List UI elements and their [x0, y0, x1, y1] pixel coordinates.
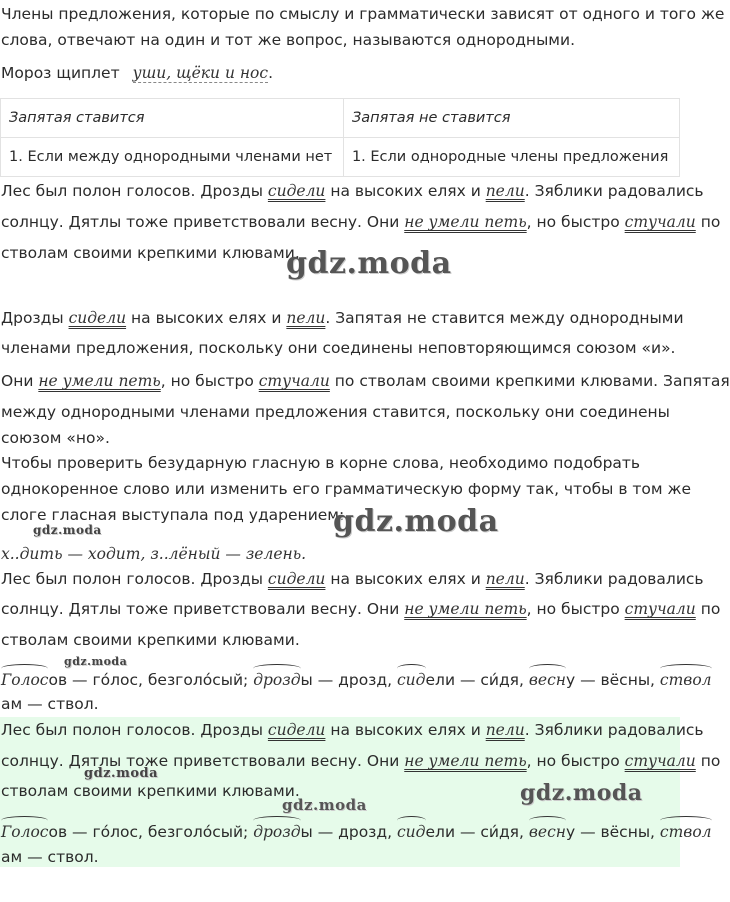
explain-line-3: Они не умели петь, но быстро стучали по стволам своими крепкими клювами. Запятая [1, 372, 730, 390]
watermark-small: gdz.moda [84, 766, 159, 781]
root-drozd: дрозд [253, 671, 301, 689]
frost-prefix: Мороз щиплет [1, 64, 120, 82]
frost-example [1, 63, 273, 83]
frost-words: уши, щёки и нос [132, 64, 269, 82]
intro-line-2: слова, отвечают на один и тот же вопрос, называются однородными. [1, 31, 575, 49]
block1-line-3: стволам своими крепкими клювами. [1, 244, 300, 262]
block3-line-2: солнцу. Дятлы тоже приветствовали весну. Они не умели петь, но быстро стучали по [1, 752, 721, 770]
root-golos: Голос [1, 823, 49, 841]
root-sid: сид [397, 671, 426, 689]
root-vesn: весн [528, 671, 566, 689]
watermark: gdz.moda [282, 796, 367, 814]
watermark: gdz.moda [333, 504, 499, 539]
roots2-line-2: ам — ствол. [1, 848, 99, 866]
block2-line-3: стволам своими крепкими клювами. [1, 631, 300, 649]
roots1-line-1: Голосов — го́лос, безголо́сый; дрозды — дрозд, сидели — си́дя, весну — вёсны, ствол [1, 671, 712, 689]
explain-line-6: Чтобы проверить безударную гласную в корне слова, необходимо подобрать [1, 454, 641, 472]
handwritten-example: х..дить — ходит, з..лёный — зелень. [1, 545, 307, 563]
watermark-small: gdz.moda [64, 655, 128, 668]
explain-line-1: Дрозды сидели на высоких елях и пели. Запятая не ставится между однородными [1, 309, 684, 327]
root-golos: Голос [1, 671, 49, 689]
block2-line-1: Лес был полон голосов. Дрозды сидели на высоких елях и пели. Зяблики радовались [1, 570, 704, 588]
explain-line-4: между однородными членами предложения ставится, поскольку они соединены [1, 403, 670, 421]
root-drozd: дрозд [253, 823, 301, 841]
block3-line-3: стволам своими крепкими клювами. [1, 782, 300, 800]
table-cell-col2: 1. Если однородные члены предложения [343, 138, 679, 177]
explain-line-5: союзом «но». [1, 429, 110, 447]
roots1-line-2: ам — ствол. [1, 695, 99, 713]
watermark: gdz.moda [286, 246, 452, 281]
block3-line-1: Лес был полон голосов. Дрозды сидели на высоких елях и пели. Зяблики радовались [1, 721, 704, 739]
block1-line-1: Лес был полон голосов. Дрозды сидели на высоких елях и пели. Зяблики радовались [1, 182, 704, 200]
root-stvol: ствол [659, 671, 712, 689]
watermark: gdz.moda [520, 780, 643, 806]
root-sid: сид [397, 823, 426, 841]
explain-line-7: однокоренное слово или изменить его грамматическую форму так, чтобы в том же [1, 480, 692, 498]
explain-line-8: слоге гласная выступала под ударением: [1, 506, 345, 524]
watermark-small: gdz.moda [33, 523, 102, 537]
intro-line-1: Члены предложения, которые по смыслу и грамматически зависят от одного и того же [1, 5, 725, 23]
table-header-col1: Запятая ставится [1, 99, 344, 138]
root-stvol: ствол [659, 823, 712, 841]
table-header-col2: Запятая не ставится [343, 99, 679, 138]
punctuation-table [0, 98, 680, 177]
explain-line-2: членами предложения, поскольку они соединены неповторяющимся союзом «и». [1, 339, 676, 357]
root-vesn: весн [528, 823, 566, 841]
frost-dot: . [268, 64, 274, 82]
roots2-line-1: Голосов — го́лос, безголо́сый; дрозды — дрозд, сидели — си́дя, весну — вёсны, ствол [1, 823, 712, 841]
block1-line-2: солнцу. Дятлы тоже приветствовали весну. Они не умели петь, но быстро стучали по [1, 213, 721, 231]
table-cell-col1: 1. Если между однородными членами нет [1, 138, 344, 177]
block2-line-2: солнцу. Дятлы тоже приветствовали весну. Они не умели петь, но быстро стучали по [1, 600, 721, 618]
